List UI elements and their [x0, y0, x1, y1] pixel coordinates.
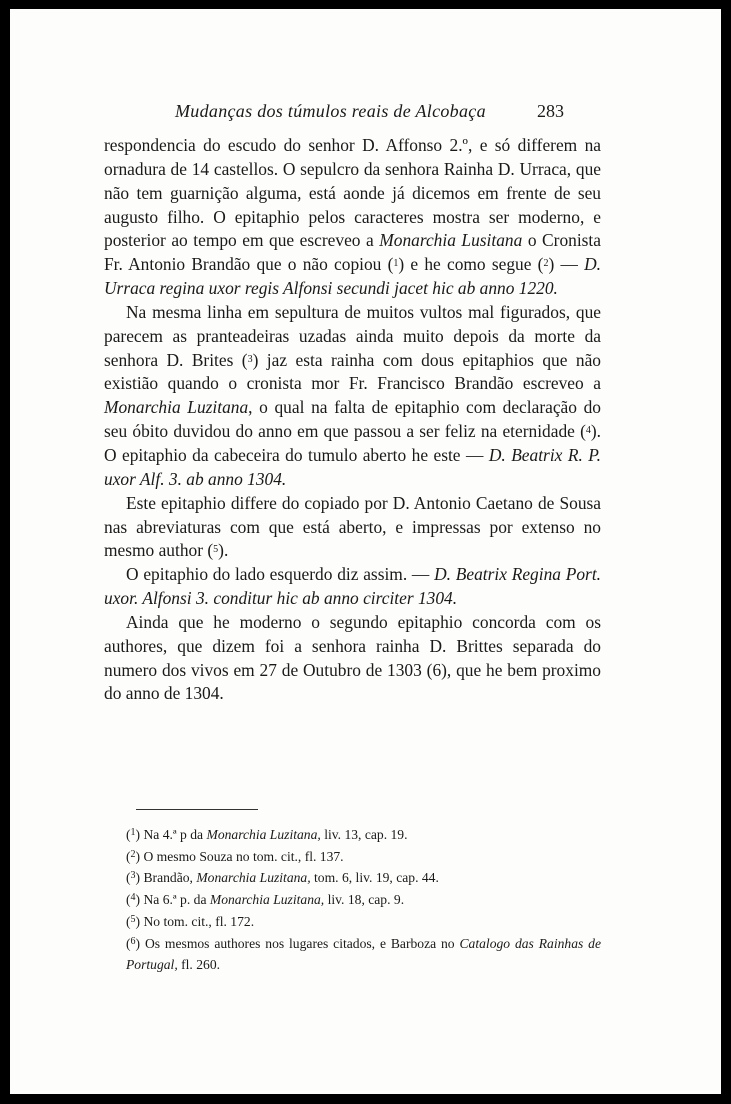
- paragraph-1: respondencia do escudo do senhor D. Affonso 2.º, e só differem na ornadura de 14 castellos. O sepulcro da senhora Rainha D. Urraca, que não tem guarnição alguma, está aonde já dicemos em frente de seu augusto filho. O epitaphio pelos caracteres mostra ser moderno, e posterior ao tempo em que escreveo a Monarchia Lusitana o Cronista Fr. Antonio Brandão que o não copiou ($^1$) e he como segue ($^2$) — D. Urraca regina uxor regis Alfonsi secundi jacet hic ab anno 1220.: [104, 135, 601, 299]
- note-ref: 2: [543, 258, 549, 270]
- footnote-rule: [136, 809, 258, 810]
- paragraph-3: Este epitaphio differe do copiado por D. Antonio Caetano de Sousa nas abreviaturas com que está aberto, e impressas por extenso no mesmo author ($^5$).: [104, 492, 601, 561]
- footnote-1: ($^1$) Na 4.ª p da Monarchia Luzitana, liv. 13, cap. 19.: [126, 827, 408, 842]
- footnote-3: ($^3$) Brandão, Monarchia Luzitana, tom. 6, liv. 19, cap. 44.: [126, 870, 439, 886]
- page-header: [10, 101, 721, 131]
- paragraph-4: O epitaphio do lado esquerdo diz assim. — D. Beatrix Regina Port. uxor. Alfonsi 3. conditur hic ab anno circiter 1304.: [104, 564, 601, 609]
- note-ref: 4: [585, 425, 591, 437]
- note-ref: 3: [247, 353, 253, 365]
- footnote-4: ($^4$) Na 6.ª p. da Monarchia Luzitana, liv. 18, cap. 9.: [126, 892, 405, 908]
- page-number: 283: [537, 101, 564, 121]
- epitaph-urraca: D. Urraca regina uxor regis Alfonsi secundi jacet hic ab anno 1220.: [104, 254, 601, 299]
- note-ref: 5: [213, 544, 219, 556]
- epitaph-beatrix-2: D. Beatrix Regina Port. uxor. Alfonsi 3. conditur hic ab anno circiter 1304.: [104, 564, 601, 609]
- footnote-5: ($^5$) No tom. cit., fl. 172.: [126, 913, 255, 929]
- footnote-2: ($^2$) O mesmo Souza no tom. cit., fl. 137.: [126, 848, 344, 864]
- running-title: Mudanças dos túmulos reais de Alcobaça: [175, 101, 486, 121]
- footnote-6: ($^6$) Os mesmos authores nos lugares citados, e Barboza no Catalogo das Rainhas de Portugal, fl. 260.: [126, 935, 601, 973]
- epitaph-beatrix-1: D. Beatrix R. P. uxor Alf. 3. ab anno 1304.: [104, 444, 601, 489]
- footnotes: [104, 824, 601, 976]
- body-text: [104, 134, 601, 706]
- work-title: Monarchia Luzitana: [104, 397, 249, 418]
- paragraph-5: Ainda que he moderno o segundo epitaphio concorda com os authores, que dizem foi a senhora rainha D. Brittes separada do numero dos vivos em 27 de Outubro de 1303 (6), que he bem proximo do anno de 1304.: [104, 611, 601, 704]
- book-page: [10, 9, 721, 1094]
- note-ref: 1: [393, 258, 399, 270]
- work-title: Monarchia Lusitana: [379, 230, 523, 251]
- paragraph-2: Na mesma linha em sepultura de muitos vultos mal figurados, que parecem as pranteadeiras uzadas ainda muito depois da morte da senhora D. Brites ($^3$) jaz esta rainha com dous epitaphios que não existião quando o cronista mor Fr. Francisco Brandão escreveo a Monarchia Luzitana, o qual na falta de epitaphio com declaração do seu óbito duvidou do anno em que passou a ser feliz na eternidade ($^4$). O epitaphio da cabeceira do tumulo aberto he este — D. Beatrix R. P. uxor Alf. 3. ab anno 1304.: [104, 301, 601, 489]
